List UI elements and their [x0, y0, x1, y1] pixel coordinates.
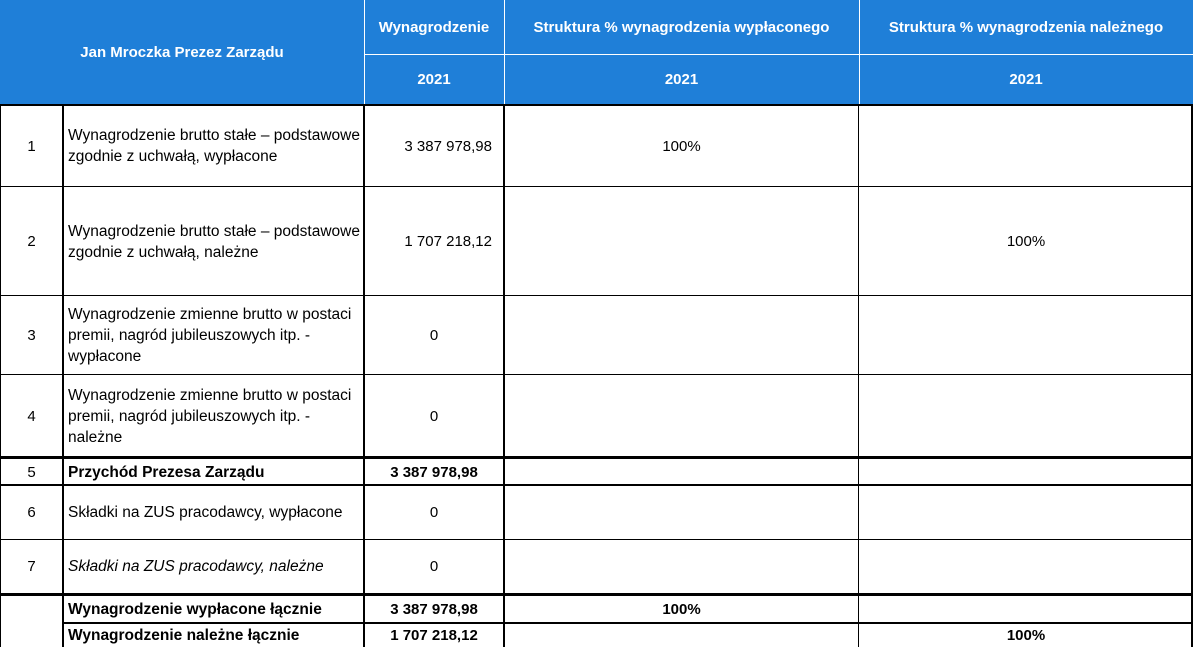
row-5-value: 3 387 978,98: [390, 463, 478, 481]
row-2-number: 2: [27, 233, 36, 250]
row-4-number: 4: [27, 407, 36, 425]
header-year-wyplaconego: 2021: [504, 54, 859, 105]
row-7-value: 0: [429, 558, 439, 575]
row-1-description: Wynagrodzenie brutto stałe – podstawowe zgodnie z uchwałą, wypłacone: [68, 127, 360, 165]
header-sep-v3: [859, 0, 860, 105]
total-nalezne-wyplacone-pct: [504, 624, 859, 647]
row-3-nalezne-pct: [859, 296, 1193, 375]
total-nalezne-value: 1 707 218,12: [390, 627, 478, 644]
grid-v-364: [363, 105, 365, 647]
row-3-wyplacone-pct: [504, 296, 859, 375]
grid-h-457: [0, 456, 1193, 459]
row-1-nalezne-pct: [859, 105, 1193, 187]
row-3-number: 3: [27, 327, 36, 344]
header-year-naleznego: 2021: [859, 54, 1193, 105]
row-5-nalezne-pct: [859, 459, 1193, 485]
header-sep-v2: [504, 0, 505, 105]
row-7-description: Składki na ZUS pracodawcy, należne: [68, 558, 324, 575]
row-5-wyplacone-pct: [504, 459, 859, 485]
row-6-description: Składki na ZUS pracodawcy, wypłacone: [68, 504, 343, 521]
row-7-nalezne-pct: [859, 540, 1193, 593]
row-7-wyplacone-pct: [504, 540, 859, 593]
header-struktura-wyplaconego: Struktura % wynagrodzenia wypłaconego: [504, 0, 859, 54]
grid-v-859: [858, 105, 859, 647]
row-2-nalezne-pct: 100%: [1006, 233, 1046, 250]
row-7-number: 7: [27, 558, 36, 575]
row-6-value: 0: [429, 504, 439, 521]
row-6-nalezne-pct: [859, 485, 1193, 540]
grid-h-540: [0, 539, 1193, 540]
row-2-value: 1 707 218,12: [404, 233, 492, 250]
header-sep-h: [364, 54, 1193, 55]
grid-v-left: [0, 105, 1, 647]
grid-h-296: [0, 295, 1193, 296]
row-5-description: Przychód Prezesa Zarządu: [68, 463, 265, 481]
row-4-wyplacone-pct: [504, 375, 859, 457]
row-4-value: 0: [429, 407, 439, 425]
grid-h-485: [0, 484, 1193, 486]
row-4-description: Wynagrodzenie zmienne brutto w postaci premii, nagród jubileuszowych itp. - należne: [68, 386, 352, 446]
row-6-number: 6: [27, 504, 36, 521]
grid-h-187: [0, 186, 1193, 187]
total-wyplacone-value: 3 387 978,98: [390, 601, 478, 618]
total-nalezne-pct: 100%: [1006, 627, 1046, 644]
grid-h-375: [0, 374, 1193, 375]
row-3-description: Wynagrodzenie zmienne brutto w postaci premii, nagród jubileuszowych itp. - wypłacone: [68, 306, 352, 365]
total-wyplacone-description: Wynagrodzenie wypłacone łącznie: [68, 601, 322, 618]
header-person-cell: Jan Mroczka Prezez Zarządu: [0, 0, 364, 105]
row-2-description: Wynagrodzenie brutto stałe – podstawowe zgodnie z uchwałą, należne: [68, 222, 360, 261]
row-6-wyplacone-pct: [504, 485, 859, 540]
header-year-wynagrodzenie: 2021: [364, 54, 504, 105]
header-struktura-naleznego: Struktura % wynagrodzenia należnego: [859, 0, 1193, 54]
row-4-nalezne-pct: [859, 375, 1193, 457]
row-5-number: 5: [27, 463, 36, 481]
grid-h-593: [0, 593, 1193, 596]
grid-h-105: [0, 104, 1193, 106]
header-sep-v1: [364, 0, 365, 105]
grid-v-504: [503, 105, 505, 647]
row-2-wyplacone-pct: [504, 187, 859, 296]
grid-v-63: [62, 105, 64, 647]
total-nalezne-description: Wynagrodzenie należne łącznie: [68, 627, 300, 644]
grid-h-622: [63, 622, 1193, 624]
header-wynagrodzenie: Wynagrodzenie: [364, 0, 504, 54]
row-1-value: 3 387 978,98: [404, 137, 492, 155]
row-1-number: 1: [27, 137, 36, 155]
row-1-wyplacone-pct: 100%: [662, 137, 701, 155]
row-3-value: 0: [429, 327, 439, 344]
total-wyplacone-pct: 100%: [662, 601, 701, 618]
total-wyplacone-nalezne-pct: [859, 597, 1193, 622]
